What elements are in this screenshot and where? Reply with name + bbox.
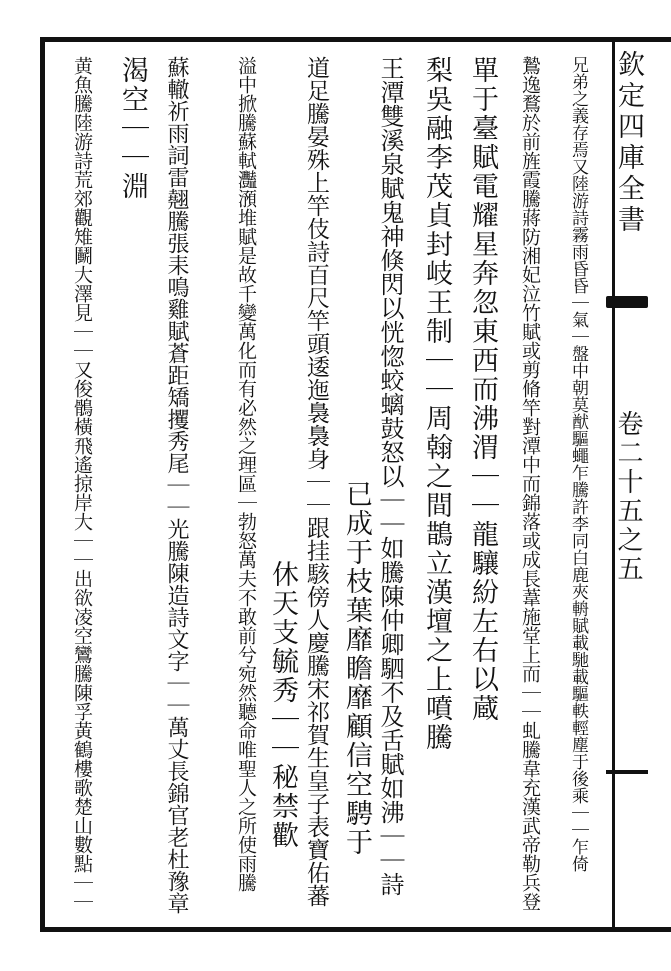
text-column-9: 溢中掀騰蘇軾灩澦堆賦是故千變萬化而有必然之理區｜勃怒萬夫不敢前兮宛然聽命唯聖人之所使雨騰 — [235, 56, 257, 892]
text-column-1: 兄弟之義存焉又陸游詩霧雨昏昏｜氣｜盤中朝莫猷驅蠅乍騰許李同白鹿夾輈賦載馳載驅軼輕塵于後乘｜｜乍倚 — [568, 56, 588, 872]
text-column-11: 渴空｜｜淵 — [117, 56, 148, 201]
text-column-7: 道足騰晏殊上竿伎詩百尺竿頭逶迤裊裊身｜｜跟挂駭傍人慶騰宋祁賀生皇子表寶佑蕃 — [303, 56, 329, 907]
text-column-8: 休天支毓秀｜｜秘禁歡 — [267, 560, 298, 850]
text-column-2: 鷙逸鶩於前旌霞騰蔣防湘妃泣竹賦或剪脩竿對潭中而錦落或成長葦施堂上而｜｜虬騰韋充漢武帝勒兵登 — [519, 56, 541, 911]
fish-tail-mark — [606, 296, 648, 308]
margin-rule — [606, 770, 648, 774]
text-column-10: 蘇轍祈雨詞雷翹騰張耒鳴雞賦蒼距矯攫秀尾｜｜光騰陳造詩文字｜｜萬丈長錦官老杜豫章 — [164, 56, 189, 914]
text-column-12: 黄魚騰陸游詩荒郊觀雉鬭大澤見｜｜又俊鶻橫飛遙掠岸大｜｜出欲凌空鸞騰陳孚黃鶴樓歌楚山數點｜｜ — [71, 56, 93, 911]
book-title: 欽定四庫全書 — [613, 50, 644, 236]
text-column-5: 王潭雙溪泉賦鬼神倏閃以恍惚蛟螭鼓怒以｜｜如騰陳仲卿駟不及舌賦如沸｜｜詩 — [376, 56, 404, 896]
text-column-4: 梨吳融李茂貞封岐王制｜｜周翰之間鵲立漢壇之上噴騰 — [421, 56, 452, 752]
text-column-3: 單于臺賦電耀星奔忽東西而沸渭｜｜龍驤紛左右以蔵 — [467, 56, 498, 723]
volume-label: 卷二十五之五 — [613, 410, 643, 584]
text-column-6: 已成于枝葉靡瞻靡顧信空騁于 — [341, 480, 372, 857]
